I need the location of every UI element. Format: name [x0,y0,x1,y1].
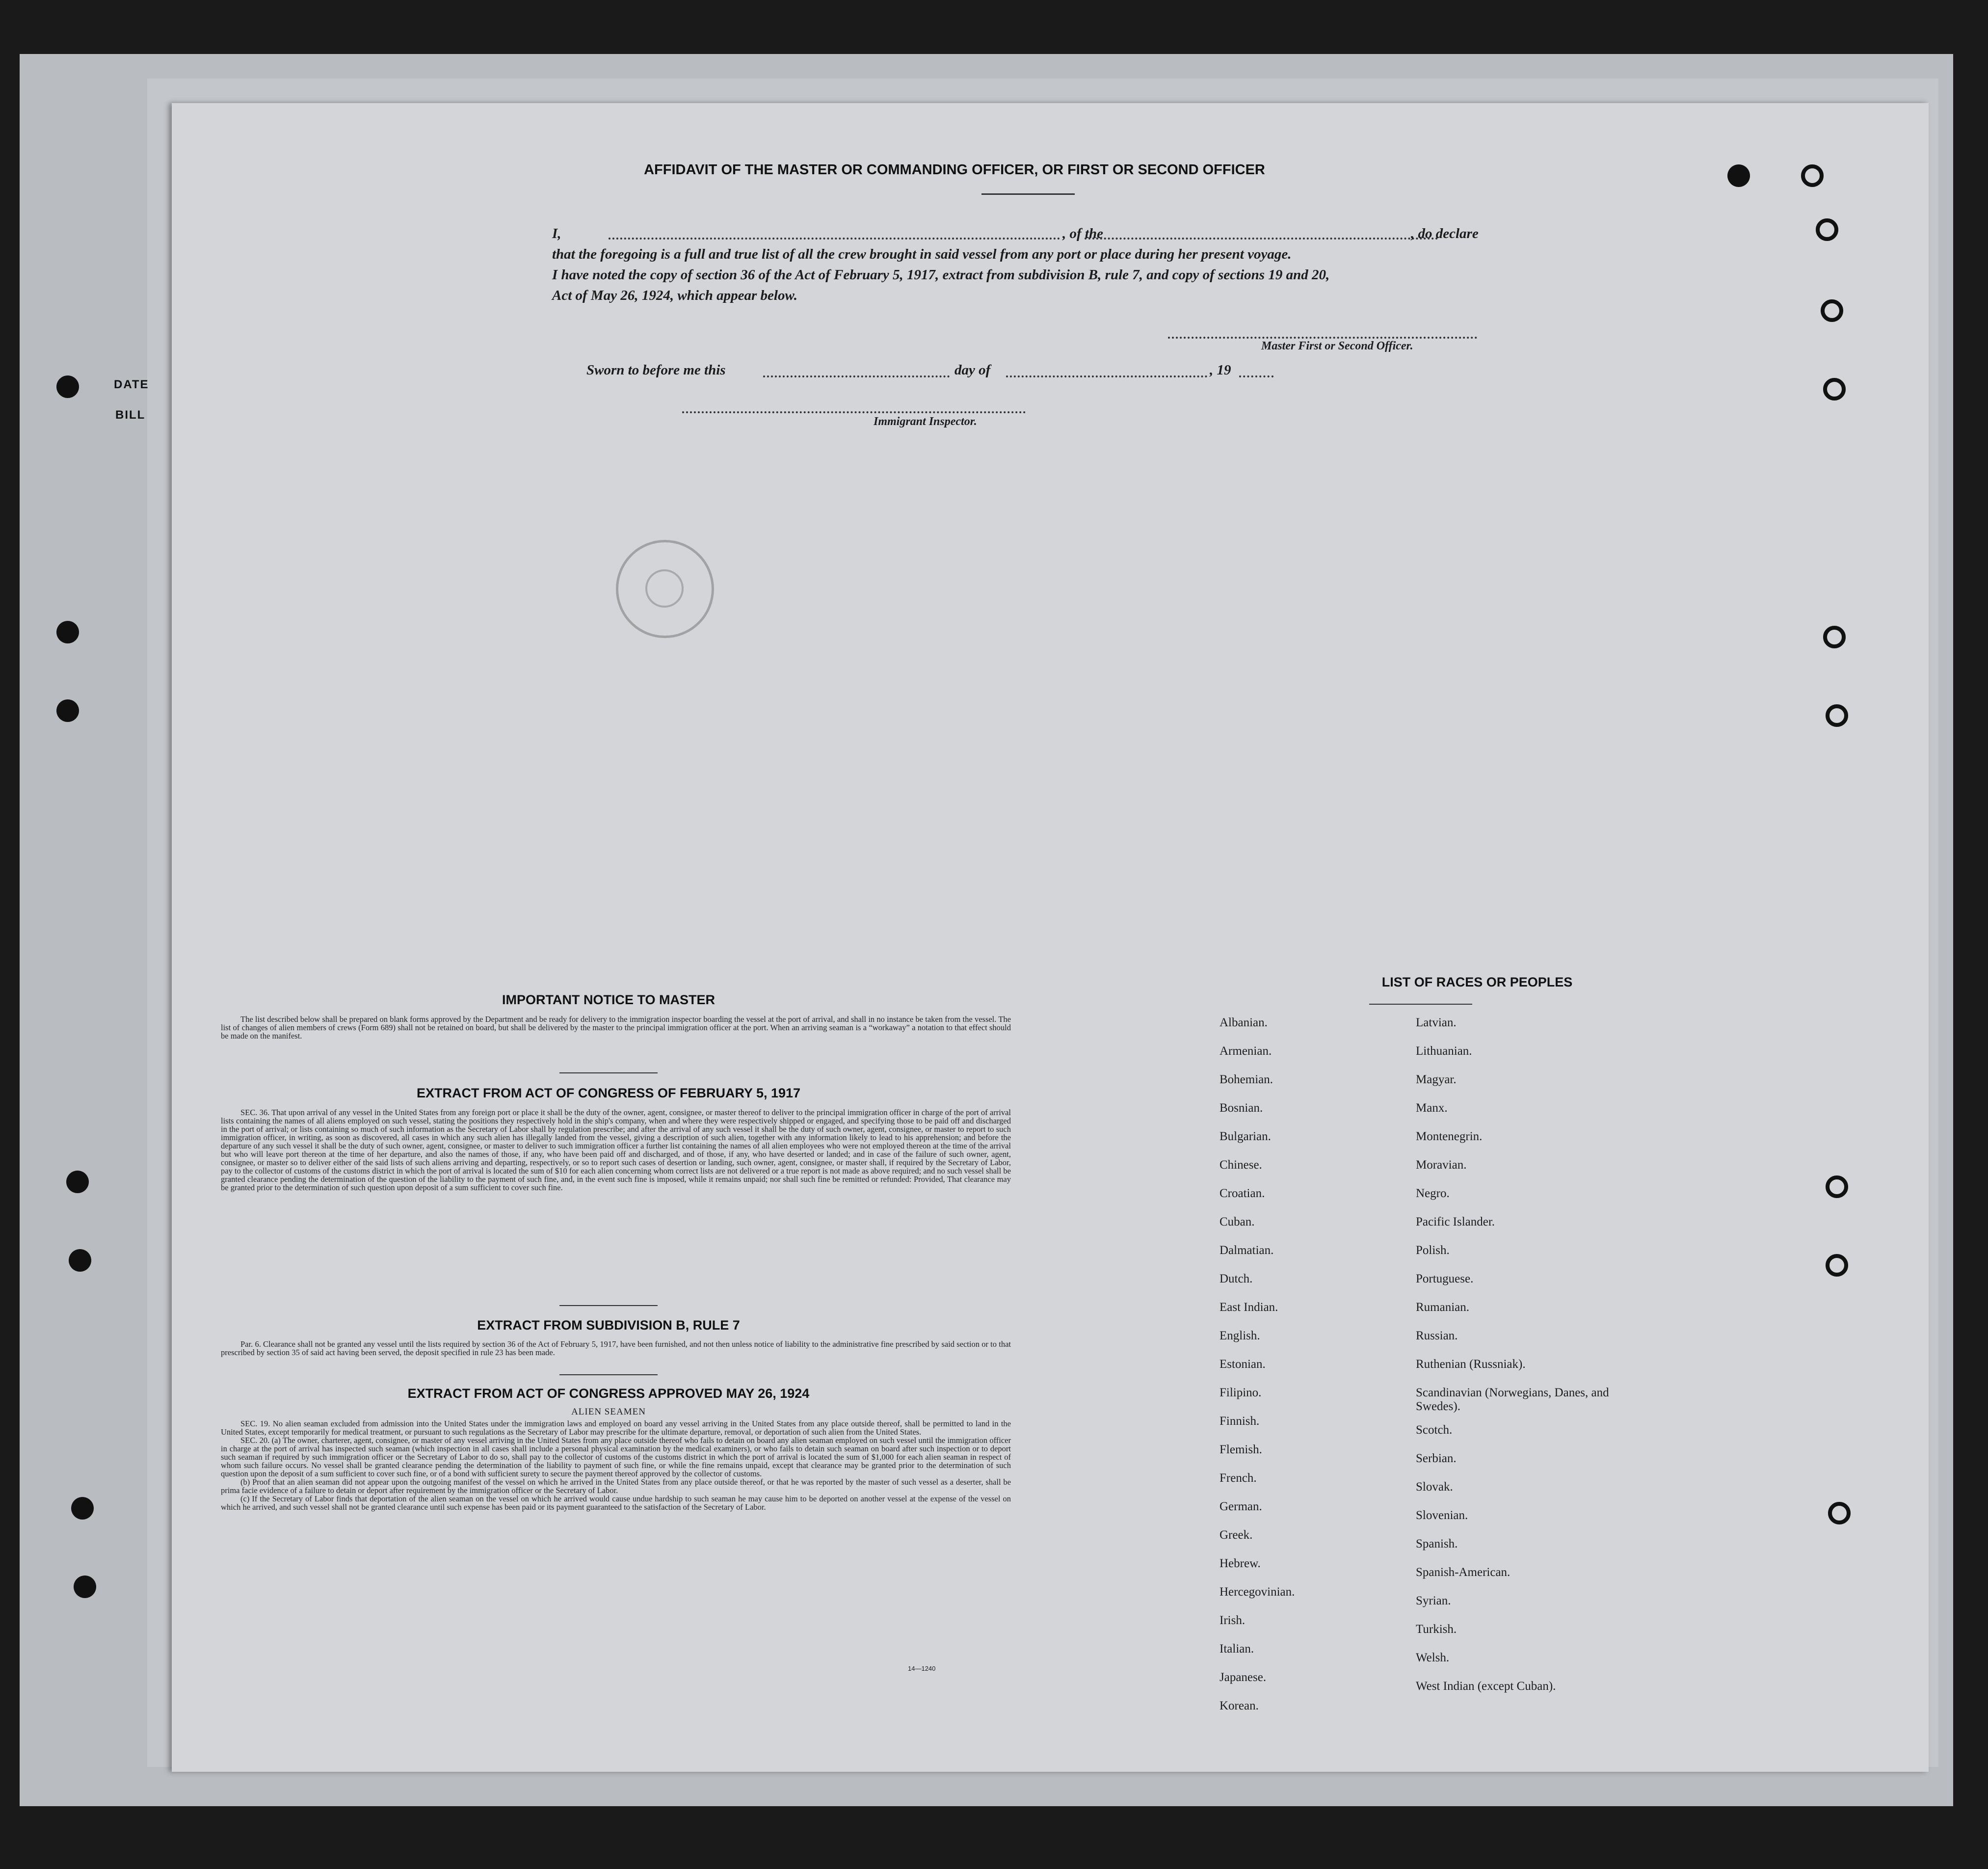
binder-hole [1826,704,1848,727]
race-item: Serbian. [1416,1452,1457,1465]
race-item: Greek. [1219,1528,1253,1542]
extract-1917-text [221,1108,1011,1192]
race-item: Turkish. [1416,1623,1457,1636]
race-item: Filipino. [1219,1386,1262,1399]
sworn-day-of: day of [954,362,991,378]
name-blank [609,238,1060,240]
affidavit-line-4: Act of May 26, 1924, which appear below. [552,288,797,303]
race-item: Spanish. [1416,1537,1458,1550]
extract-rule7-text [221,1340,1011,1357]
faint-stamp [616,540,714,638]
title-rule [981,193,1075,195]
binder-hole [74,1575,96,1598]
sec20a-paragraph: SEC. 20. (a) The owner, charterer, agent, consignee, or master of any vessel arriving in the United States from any place outside thereof who fails to detain on board any alien seaman employed on such vessel until the immigration officer in charge at the port of arrival has inspected such seaman (which inspection in all cases shall include a personal physical examination by the medical examiners), or who fails to detain such seaman on board after such inspection or to deport such seaman if required by such immigration officer or the Secretary of Labor to do so, shall pay to the collector of customs of the customs district in which the port of arrival is located the sum of $1,000 for each alien seaman in respect of whom such failure occurs. No vessel shall be granted clearance pending the determination of the liability to payment of such fine, or while the fine remains unpaid, except that clearance may be granted prior to the determination of such question upon the deposit of a sum sufficient to cover such fine, or of a bond with sufficient surety to secure the payment thereof approved by the collector of customs. [221,1436,1011,1478]
race-item: Estonian. [1219,1358,1266,1371]
race-item: Magyar. [1416,1073,1457,1086]
race-item: Polish. [1416,1244,1450,1257]
binder-hole [1801,164,1824,187]
affidavit-i: I, [552,226,561,241]
side-label-bill: BILL [115,408,146,422]
race-item: German. [1219,1500,1262,1513]
race-item: Italian. [1219,1642,1254,1655]
races-column-2 [1416,1016,1651,1708]
binder-hole [1826,1175,1848,1198]
binder-hole [56,699,79,722]
race-item: Manx. [1416,1101,1448,1115]
vessel-blank [1085,238,1438,240]
race-item: French. [1219,1471,1257,1485]
race-item: Welsh. [1416,1651,1450,1664]
race-item: Negro. [1416,1187,1450,1200]
binder-hole [1821,299,1843,322]
binder-hole [66,1171,89,1193]
rule7-paragraph: Par. 6. Clearance shall not be granted any vessel until the lists required by section 36 of the Act of February 5, 1917, have been furnished, and not then unless notice of liability to the administrative fine prescribed by said section or to that prescribed by section 35 of said act having been served, the deposit specified in rule 23 has been made. [221,1339,1011,1357]
binder-hole [1816,218,1838,241]
race-item: Dalmatian. [1219,1244,1274,1257]
notice-text [221,1015,1011,1040]
affidavit-declare: , do declare [1411,226,1479,241]
race-item: Portuguese. [1416,1272,1474,1285]
race-item: Spanish-American. [1416,1566,1511,1579]
race-item: Slovenian. [1416,1509,1468,1522]
divider [559,1374,658,1375]
binder-hole [1823,626,1846,648]
race-item: English. [1219,1329,1260,1342]
race-item: Lithuanian. [1416,1044,1472,1058]
affidavit-title: AFFIDAVIT OF THE MASTER OR COMMANDING OFFICER, OR FIRST OR SECOND OFFICER [644,162,1265,178]
sworn-text: Sworn to before me this [586,362,726,378]
form-number: 14—1240 [908,1665,936,1672]
extract-rule7-title: EXTRACT FROM SUBDIVISION B, RULE 7 [477,1318,740,1333]
race-item: Chinese. [1219,1158,1262,1172]
race-item: Syrian. [1416,1594,1451,1607]
binder-hole [56,621,79,643]
sec36-paragraph: SEC. 36. That upon arrival of any vessel in the United States from any foreign port or place it shall be the duty of the owner, agent, consignee, or master thereof to deliver to the principal immigration officer in charge of the port of arrival lists containing the names of all aliens employed on such vessel, stating the positions they respectively hold in the ship's company, when and where they were respectively shipped or engaged, and specifying those to be paid off and discharged in the port of arrival; or lists containing so much of such information as the Secretary of Labor shall by regulation prescribe; and after the arrival of any such vessel it shall be the duty of such owner, agent, consignee, or master to report to such immigration officer, in writing, as soon as discovered, all cases in which any such alien has illegally landed from the vessel, giving a description of such alien, together with any information likely to lead to his apprehension; and before the departure of any such vessel it shall be the duty of such owner, agent, consignee, or master to deliver to such immigration officer a further list containing the names of all alien employees who were not employed thereon at the time of the arrival but who will leave port thereon at the time of her departure, and also the names of those, if any, who have been paid off and discharged, and of those, if any, who have deserted or landed; and in case of the failure of such owner, agent, consignee, or master so to deliver either of the said lists of such aliens arriving and departing, respectively, or so to report such cases of desertion or landing, such owner, agent, consignee, or master shall, if required by the Secretary of Labor, pay to the collector of customs of the customs district in which the port of arrival is located the sum of $10 for each alien concerning whom correct lists are not delivered or a true report is not made as above required; and no such vessel shall be granted clearance pending the determination of the question of the liability to the payment of such fine, and, in the event such fine is imposed, while it remains unpaid; nor shall such fine be remitted or refunded: Provided, That clearance may be granted prior to the determination of such question upon deposit of a sum sufficient to cover such fine. [221,1108,1011,1192]
notice-paragraph: The list described below shall be prepared on blank forms approved by the Department and be ready for delivery to the immigration inspector boarding the vessel at the port of arrival, and shall in no instance be taken from the vessel. The list of changes of alien members of crews (Form 689) shall not be retained on board, but shall be delivered by the master to the principal immigration officer at the port. When an arriving seaman is a “workaway” a notation to that effect should be made on the manifest. [221,1015,1011,1041]
sec20c-paragraph: (c) If the Secretary of Labor finds that deportation of the alien seaman on the vessel on which he arrived would cause undue hardship to such seaman he may cause him to be deported on another vessel at the expense of the vessel on which he arrived, and such vessel shall not be granted clearance until such expense has been paid or its payment guaranteed to the satisfaction of the Secretary of Labor. [221,1494,1011,1512]
race-item: Japanese. [1219,1671,1267,1684]
alien-seamen-subtitle: ALIEN SEAMEN [571,1407,646,1417]
extract-1917-title: EXTRACT FROM ACT OF CONGRESS OF FEBRUARY 5, 1917 [416,1086,801,1100]
inspector-label: Immigrant Inspector. [874,415,977,428]
race-item: Rumanian. [1416,1301,1470,1314]
race-item: Latvian. [1416,1016,1457,1029]
notice-title: IMPORTANT NOTICE TO MASTER [502,992,715,1007]
race-item: Irish. [1219,1614,1246,1627]
binder-hole [1727,164,1750,187]
race-item: Albanian. [1219,1016,1268,1029]
side-label-date: DATE [114,378,149,391]
race-item: Montenegrin. [1416,1130,1483,1143]
race-item: Hebrew. [1219,1557,1261,1570]
master-label: Master First or Second Officer. [1261,340,1413,352]
race-item: Finnish. [1219,1415,1260,1428]
master-signature-line [1168,337,1477,339]
extract-1924-text [221,1419,1011,1511]
binder-hole [1823,378,1846,400]
race-item: Cuban. [1219,1215,1255,1228]
affidavit-line-3: I have noted the copy of section 36 of the Act of February 5, 1917, extract from subdivision B, rule 7, and copy of sections 19 and 20, [552,267,1330,283]
race-item: East Indian. [1219,1301,1278,1314]
affidavit-line-2: that the foregoing is a full and true list of all the crew brought in said vessel from any port or place during her present voyage. [552,246,1292,262]
race-item: Flemish. [1219,1443,1262,1456]
divider [559,1072,658,1073]
race-item: Bulgarian. [1219,1130,1271,1143]
affidavit-page [172,103,1929,1772]
affidavit-of-the: , of the [1062,226,1103,241]
extract-1924-title: EXTRACT FROM ACT OF CONGRESS APPROVED MAY 26, 1924 [407,1386,810,1401]
race-item: Bosnian. [1219,1101,1263,1115]
sworn-month-blank [1006,375,1207,377]
race-item: Pacific Islander. [1416,1215,1495,1228]
sworn-year-blank [1239,375,1273,377]
races-rule [1369,1004,1472,1005]
race-item: Bohemian. [1219,1073,1273,1086]
race-item: Hercegovinian. [1219,1585,1295,1599]
binder-hole [71,1497,94,1520]
race-item: West Indian (except Cuban). [1416,1680,1556,1693]
binder-hole [69,1249,91,1272]
race-item: Croatian. [1219,1187,1265,1200]
sec19-paragraph: SEC. 19. No alien seaman excluded from admission into the United States under the immigration laws and employed on board any vessel arriving in the United States from any place outside thereof, shall be permitted to land in the United States, except temporarily for medical treatment, or pursuant to such regulations as the Secretary of Labor may prescribe for the ultimate departure, removal, or deportation of such alien from the United States. [221,1419,1011,1437]
races-title: LIST OF RACES OR PEOPLES [1381,975,1573,989]
inspector-signature-line [682,411,1026,413]
divider [559,1305,658,1306]
race-item: Slovak. [1416,1480,1453,1494]
race-item: Scandinavian (Norwegians, Danes, and Swedes). [1416,1386,1609,1413]
binder-hole [1828,1502,1851,1524]
races-column-1 [1219,1016,1391,1728]
race-item: Russian. [1416,1329,1458,1342]
binder-hole [1826,1254,1848,1277]
sec20b-paragraph: (b) Proof that an alien seaman did not appear upon the outgoing manifest of the vessel on which he arrived in the United States from any place outside thereof, or that he was reported by the master of such vessel as a deserter, shall be prima facie evidence of a failure to detain or deport after requirement by the immigration officer or the Secretary of Labor. [221,1477,1011,1495]
race-item: Armenian. [1219,1044,1272,1058]
binder-hole [56,375,79,398]
sworn-year: , 19 [1210,362,1231,378]
race-item: Korean. [1219,1699,1259,1712]
race-item: Dutch. [1219,1272,1253,1285]
race-item: Moravian. [1416,1158,1467,1172]
race-item: Scotch. [1416,1423,1453,1437]
sworn-day-blank [763,375,950,377]
race-item: Ruthenian (Russniak). [1416,1358,1526,1371]
